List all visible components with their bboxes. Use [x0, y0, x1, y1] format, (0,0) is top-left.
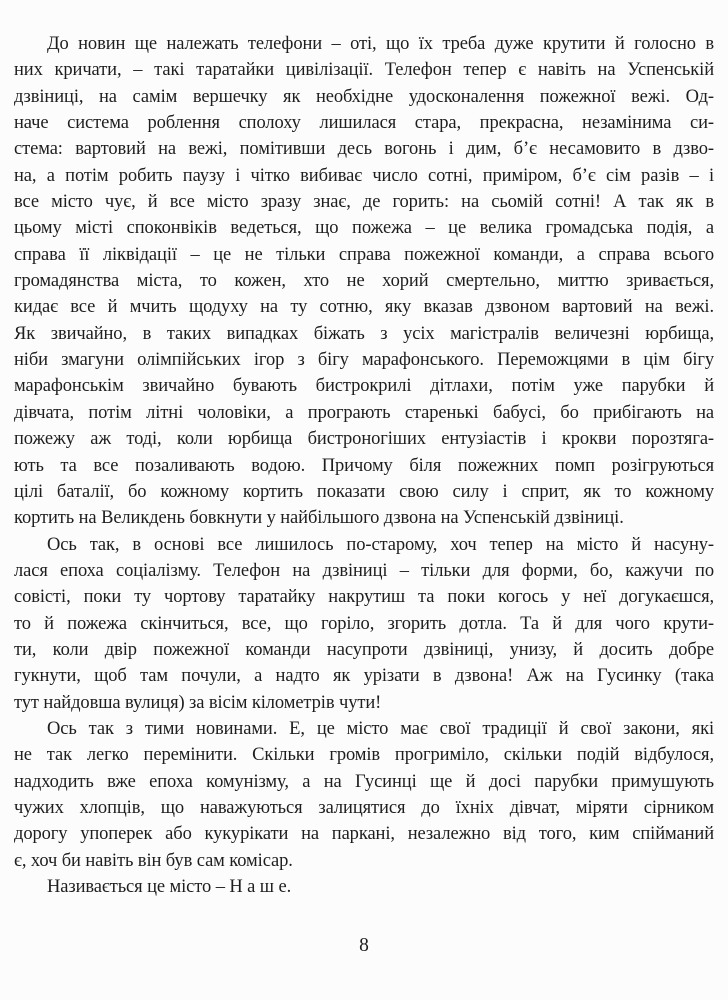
text-line: все місто чує, й все місто зразу знає, де горить: на сьомій сотні! А так як в	[14, 192, 714, 213]
text-line: то й пожежа скінчиться, все, що горіло, згорить дотла. Та й для чого крути-	[14, 613, 714, 634]
text-line: Називається це місто – Н а ш е.	[47, 877, 292, 897]
paragraph	[14, 31, 714, 532]
paragraph	[14, 716, 714, 874]
text-line: ють та все позаливають водою. Причому біля пожежних помп розігруються	[14, 455, 714, 476]
text-line: марафонськім звичайно бувають бистрокрилі дітлахи, потім уже парубки й	[14, 376, 714, 397]
text-line: До новин ще належать телефони – оті, що їх треба дуже крутити й голосно в	[47, 34, 714, 54]
text-line: не так легко перемінити. Скільки громів прогриміло, скільки подій відбулося,	[14, 745, 714, 766]
text-line: громадянства міста, то кожен, хто не хорий смертельно, миттю зривається,	[14, 271, 714, 292]
text-line: дорогу упоперек або кукурікати на паркані, незалежно від того, ким спійманий	[14, 824, 714, 845]
text-line: стема: вартовий на вежі, помітивши десь вогонь і дим, б’є несамовито в дзво-	[14, 139, 714, 160]
text-line: кортить на Великдень бовкнути у найбільшого дзвона на Успенській дзвіниці.	[14, 508, 624, 529]
text-line: лася епоха соціалізму. Телефон на дзвіниці – тільки для форми, бо, кажучи по	[14, 560, 714, 581]
text-line: чужих хлопців, що наважуються залицятися до їхніх дівчат, міряти сірником	[14, 797, 714, 818]
text-line: справа її ліквідації – це не тільки справа пожежної команди, а справа всього	[14, 244, 714, 265]
text-line: є, хоч би навіть він був сам комісар.	[14, 850, 293, 871]
text-line: ніби змагуни олімпійських ігор з бігу марафонського. Переможцями в цім бігу	[14, 350, 714, 371]
page-number: 8	[359, 935, 369, 956]
text-line: них кричати, – такі таратайки цивілізації. Телефон тепер є навіть на Успенській	[14, 60, 714, 81]
text-line: пожежу аж тоді, коли юрбища бистроногіших ентузіастів і крокви порозтяга-	[14, 429, 714, 450]
text-line: надходить вже епоха комунізму, а на Гусинці ще й досі парубки примушують	[14, 771, 714, 792]
text-line: тут найдовша вулиця) за вісім кілометрів чути!	[14, 692, 382, 713]
text-line: на, а потім робить паузу і чітко вибиває число сотні, приміром, б’є сім разів – і	[14, 165, 714, 186]
text-line: ти, коли двір пожежної команди насупроти дзвіниці, унизу, й досить добре	[14, 639, 714, 660]
text-line: наче система роблення сполоху лишилася стара, прекрасна, незамінима си-	[14, 113, 714, 134]
text-line: гукнути, щоб там почули, а надто як урізати в дзвона! Аж на Гусинку (така	[14, 666, 714, 687]
text-line: дівчата, потім літні чоловіки, а програють старенькі бабусі, бо прибігають на	[14, 402, 714, 423]
paragraph	[14, 874, 714, 900]
text-line: совісті, поки ту чортову таратайку накрутиш та поки когось у неї догукаєшся,	[14, 587, 714, 608]
paragraph	[14, 532, 714, 716]
text-line: дзвіниці, на самім вершечку як необхідне удосконалення пожежної вежі. Од-	[14, 86, 714, 107]
text-line: цьому місті споконвіків ведеться, що пожежа – це велика громадська подія, а	[14, 218, 714, 239]
text-line: цілі баталії, бо кожному кортить показати свою силу і сприт, як то кожному	[14, 481, 714, 502]
text-line: Ось так з тими новинами. Е, це місто має свої традиції й свої закони, які	[47, 718, 714, 739]
text-line: кидає все й мчить щодуху на ту сотню, яку вказав дзвоном вартовий на вежі.	[14, 297, 714, 318]
text-block	[14, 31, 714, 900]
text-line: Ось так, в основі все лишилось по-старому, хоч тепер на місто й насуну-	[47, 534, 714, 555]
text-line: Як звичайно, в таких випадках біжать з усіх магістралів величезні юрбища,	[14, 323, 714, 344]
